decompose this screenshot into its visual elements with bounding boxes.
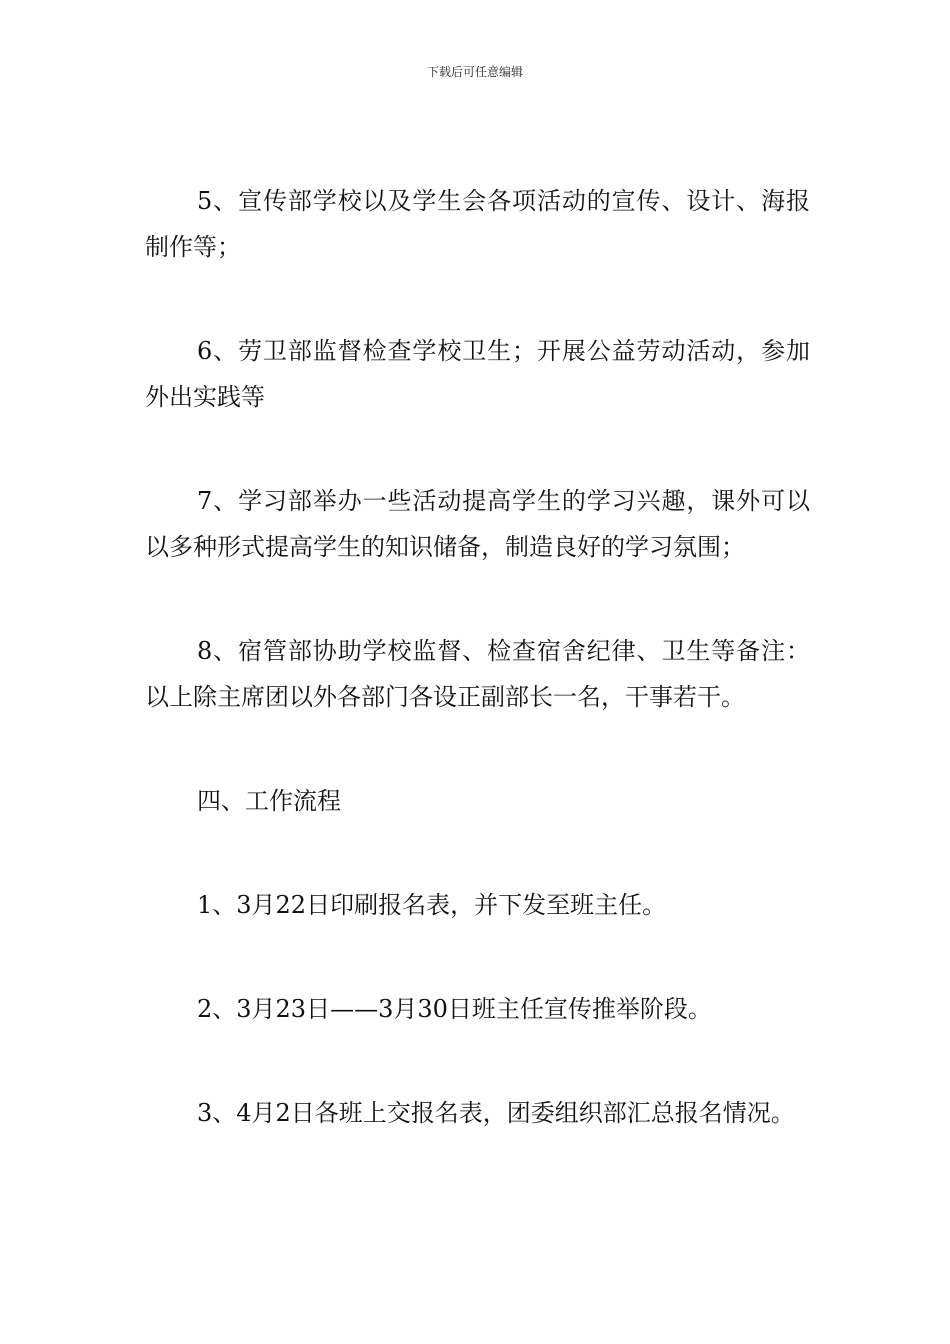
paragraph-item-5: 5、宣传部学校以及学生会各项活动的宣传、设计、海报制作等； [145, 187, 810, 261]
document-body [145, 178, 810, 1194]
workflow-step-1: 1、3月22日印刷报名表，并下发至班主任。 [197, 891, 667, 919]
workflow-step-3: 3、4月2日各班上交报名表，团委组织部汇总报名情况。 [197, 1099, 795, 1127]
section-heading-workflow: 四、工作流程 [197, 787, 341, 815]
paragraph-item-8: 8、宿管部协助学校监督、检查宿舍纪律、卫生等备注：以上除主席团以外各部门各设正副部长一名，干事若干。 [145, 637, 810, 711]
paragraph-item-7: 7、学习部举办一些活动提高学生的学习兴趣，课外可以以多种形式提高学生的知识储备，制造良好的学习氛围； [145, 487, 810, 561]
paragraph-item-6: 6、劳卫部监督检查学校卫生；开展公益劳动活动，参加外出实践等 [145, 337, 810, 411]
page-header-watermark: 下载后可任意编辑 [426, 65, 523, 79]
workflow-step-2: 2、3月23日——3月30日班主任宣传推举阶段。 [197, 995, 712, 1023]
